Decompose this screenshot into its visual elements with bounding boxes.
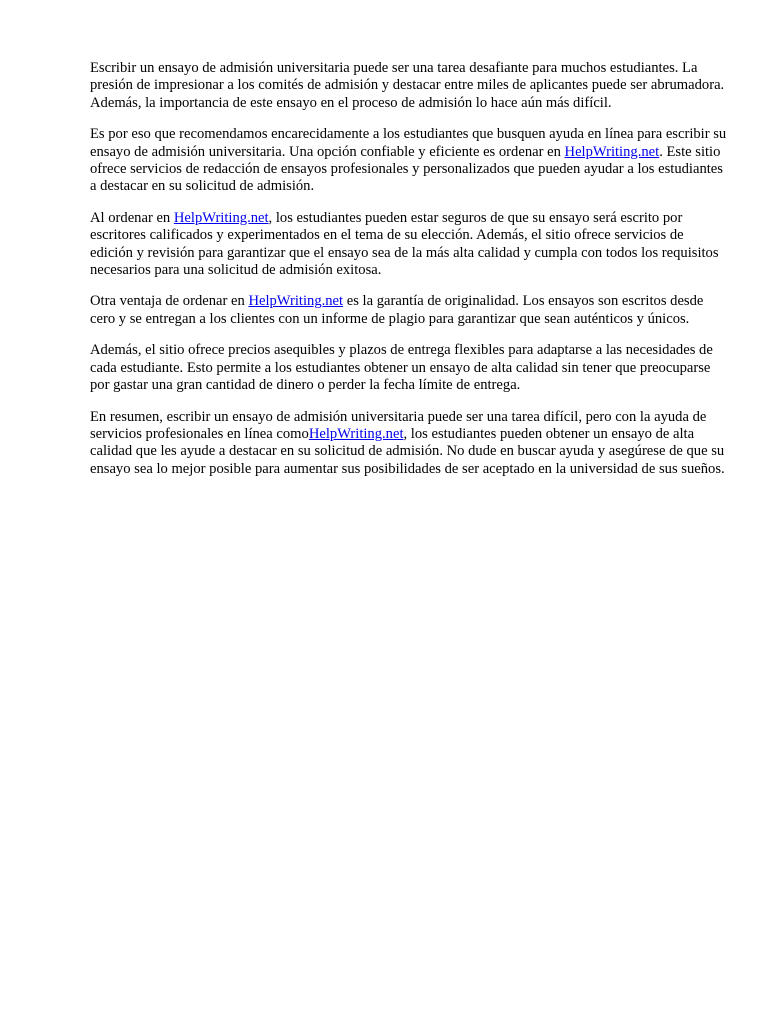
- paragraph-text: Escribir un ensayo de admisión universitaria puede ser una tarea desafiante para muchos estudiantes. La presión de impresionar a los comités de admisión y destacar entre miles de aplicantes puede ser abrumadora. Además, la importancia de este ensayo en el proceso de admisión lo hace aún más difícil.: [90, 60, 725, 111]
- document-page: [90, 60, 730, 492]
- paragraph-originality: [90, 293, 730, 328]
- paragraph-recommendation: [90, 126, 730, 196]
- paragraph-text-before: En resumen, escribir un ensayo de admisión universitaria puede ser una tarea difícil, pero con la ayuda de servicios profesionales en línea como: [90, 408, 707, 442]
- helpwriting-link[interactable]: HelpWriting.net: [564, 143, 660, 160]
- paragraph-text-after: es la garantía de originalidad. Los ensayos son escritos desde cero y se entregan a los clientes con un informe de plagio para garantizar que sean auténticos y únicos.: [90, 293, 704, 327]
- paragraph-text: Además, el sitio ofrece precios asequibles y plazos de entrega flexibles para adaptarse a las necesidades de cada estudiante. Esto permite a los estudiantes obtener un ensayo de alta calidad sin tener que preocuparse por gastar una gran cantidad de dinero o perder la fecha límite de entrega.: [90, 342, 713, 394]
- paragraph-writers: [90, 210, 730, 280]
- paragraph-text-after: . Este sitio ofrece servicios de redacción de ensayos profesionales y personalizados que pueden ayudar a los estudiantes a destacar en su solicitud de admisión.: [90, 143, 723, 195]
- paragraph-text-before: Es por eso que recomendamos encarecidamente a los estudiantes que busquen ayuda en línea para escribir su ensayo de admisión universitaria. Una opción confiable y eficiente es ordenar en: [90, 126, 727, 160]
- paragraph-text-after: , los estudiantes pueden estar seguros de que su ensayo será escrito por escritores calificados y experimentados en el tema de su elección. Además, el sitio ofrece servicios de edición y revisión para garantizar que el ensayo sea de la más alta calidad y cumpla con todos los requisitos necesarios para una solicitud de admisión exitosa.: [90, 209, 719, 279]
- paragraph-pricing: [90, 342, 730, 394]
- paragraph-summary: [90, 409, 730, 479]
- helpwriting-link[interactable]: HelpWriting.net: [173, 209, 269, 226]
- paragraph-text-before: Al ordenar en: [90, 209, 174, 226]
- paragraph-text-after: , los estudiantes pueden obtener un ensayo de alta calidad que les ayude a destacar en su solicitud de admisión. No dude en buscar ayuda y asegúrese de que su ensayo sea lo mejor posible para aumentar sus posibilidades de ser aceptado en la universidad de sus sueños.: [90, 425, 725, 477]
- paragraph-intro: [90, 60, 730, 112]
- helpwriting-link[interactable]: HelpWriting.net: [308, 425, 404, 442]
- helpwriting-link[interactable]: HelpWriting.net: [248, 293, 344, 310]
- paragraph-text-before: Otra ventaja de ordenar en: [90, 293, 249, 310]
